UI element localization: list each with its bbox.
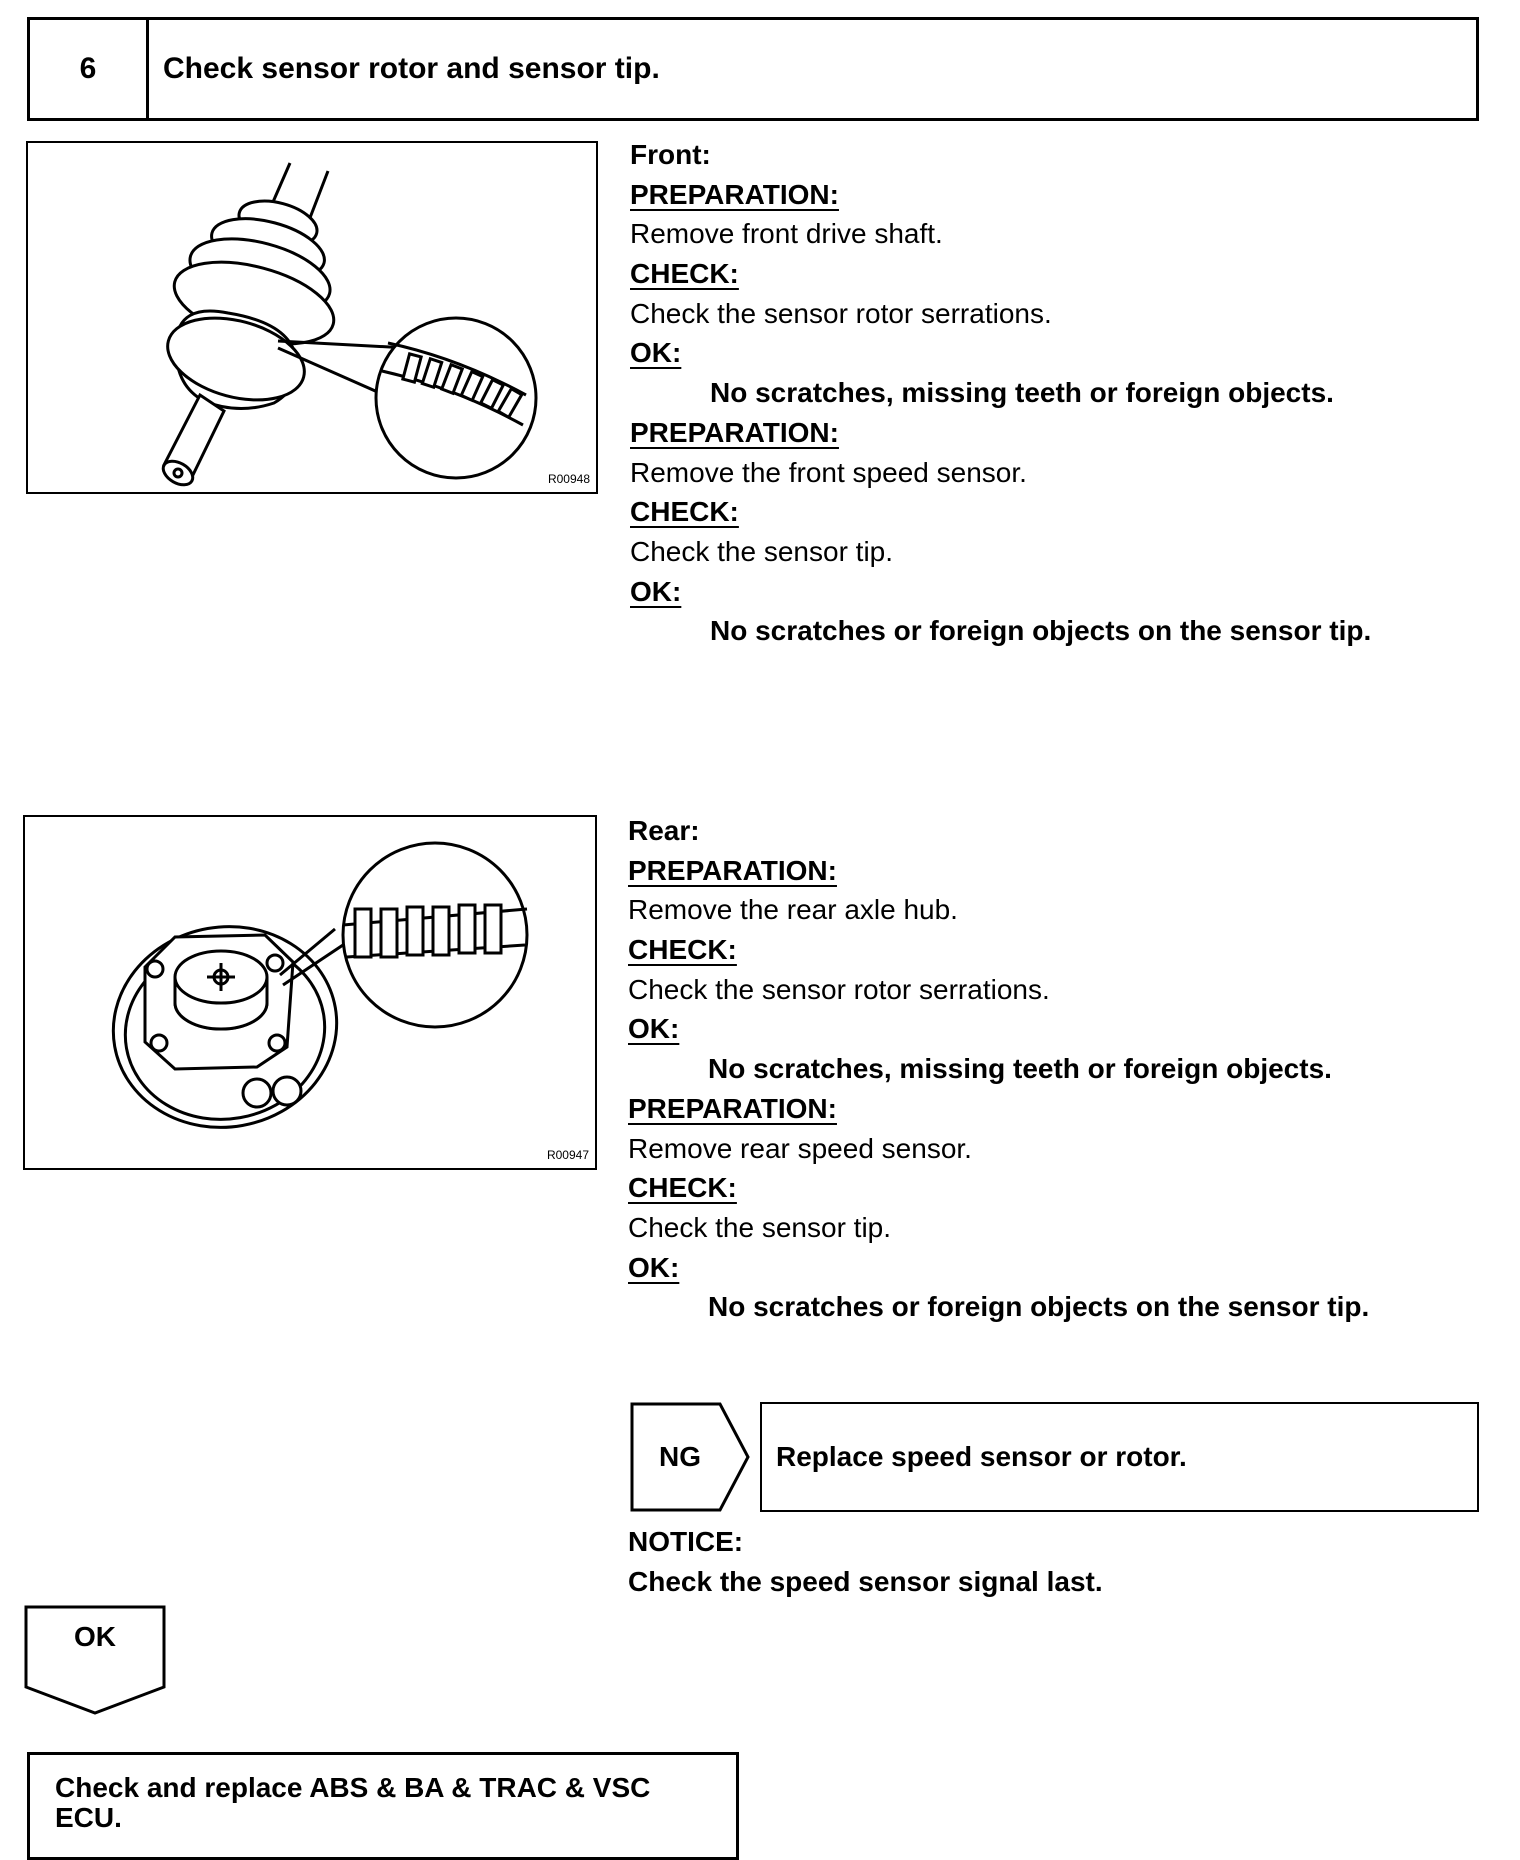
front-prep1-label: PREPARATION: [630, 178, 839, 210]
ok-result-line2: ECU. [55, 1802, 122, 1833]
rear-ok1-label: OK: [628, 1013, 680, 1045]
front-check1-text: Check the sensor rotor serrations. [630, 297, 1052, 329]
ok-label: OK [74, 1621, 116, 1652]
ng-label: NG [659, 1441, 701, 1472]
front-check1-label: CHECK: [630, 258, 739, 290]
rear-ok2-label: OK: [628, 1251, 680, 1283]
front-ok1-label: OK: [630, 337, 682, 369]
ok-result-box [27, 1752, 739, 1860]
ng-result-box: Replace speed sensor or rotor. [760, 1402, 1479, 1512]
step-header [27, 17, 1479, 121]
notice-text: Check the speed sensor signal last. [628, 1566, 1103, 1597]
rear-figure-code: R00947 [546, 1148, 589, 1162]
front-heading: Front: [630, 139, 711, 170]
front-ok2-label: OK: [630, 575, 682, 607]
front-check2-label: CHECK: [630, 496, 739, 528]
notice-label: NOTICE: [628, 1526, 744, 1557]
front-prep2-label: PREPARATION: [630, 416, 839, 448]
rear-heading: Rear: [628, 815, 700, 846]
notice [628, 1522, 1103, 1602]
rear-prep2-text: Remove rear speed sensor. [628, 1132, 972, 1164]
front-prep1-text: Remove front drive shaft. [630, 218, 943, 250]
step-number: 6 [30, 20, 149, 118]
rear-check2-label: CHECK: [628, 1172, 737, 1204]
front-prep2-text: Remove the front speed sensor. [630, 456, 1027, 488]
front-figure-code: R00948 [547, 472, 590, 486]
drive-shaft-illustration [28, 143, 596, 492]
rear-ok1-text: No scratches, missing teeth or foreign objects. [708, 1053, 1332, 1085]
rear-check2-text: Check the sensor tip. [628, 1211, 892, 1243]
front-ok2-text: No scratches or foreign objects on the sensor tip. [710, 615, 1372, 647]
front-instructions [630, 135, 1371, 651]
rear-check1-text: Check the sensor rotor serrations. [628, 973, 1050, 1005]
ng-arrow [630, 1402, 754, 1512]
rear-check1-label: CHECK: [628, 934, 737, 966]
axle-hub-illustration [25, 817, 595, 1168]
rear-prep2-label: PREPARATION: [628, 1092, 837, 1124]
rear-axle-hub-figure [23, 815, 597, 1170]
front-check2-text: Check the sensor tip. [630, 535, 894, 567]
front-ok1-text: No scratches, missing teeth or foreign objects. [710, 377, 1334, 409]
rear-ok2-text: No scratches or foreign objects on the sensor tip. [708, 1291, 1370, 1323]
rear-prep1-text: Remove the rear axle hub. [628, 894, 958, 926]
ok-arrow [24, 1605, 166, 1715]
ok-result-line1: Check and replace ABS & BA & TRAC & VSC [55, 1772, 651, 1803]
step-title: Check sensor rotor and sensor tip. [163, 52, 660, 85]
rear-instructions [628, 811, 1369, 1327]
rear-prep1-label: PREPARATION: [628, 854, 837, 886]
front-drive-shaft-figure [26, 141, 598, 494]
